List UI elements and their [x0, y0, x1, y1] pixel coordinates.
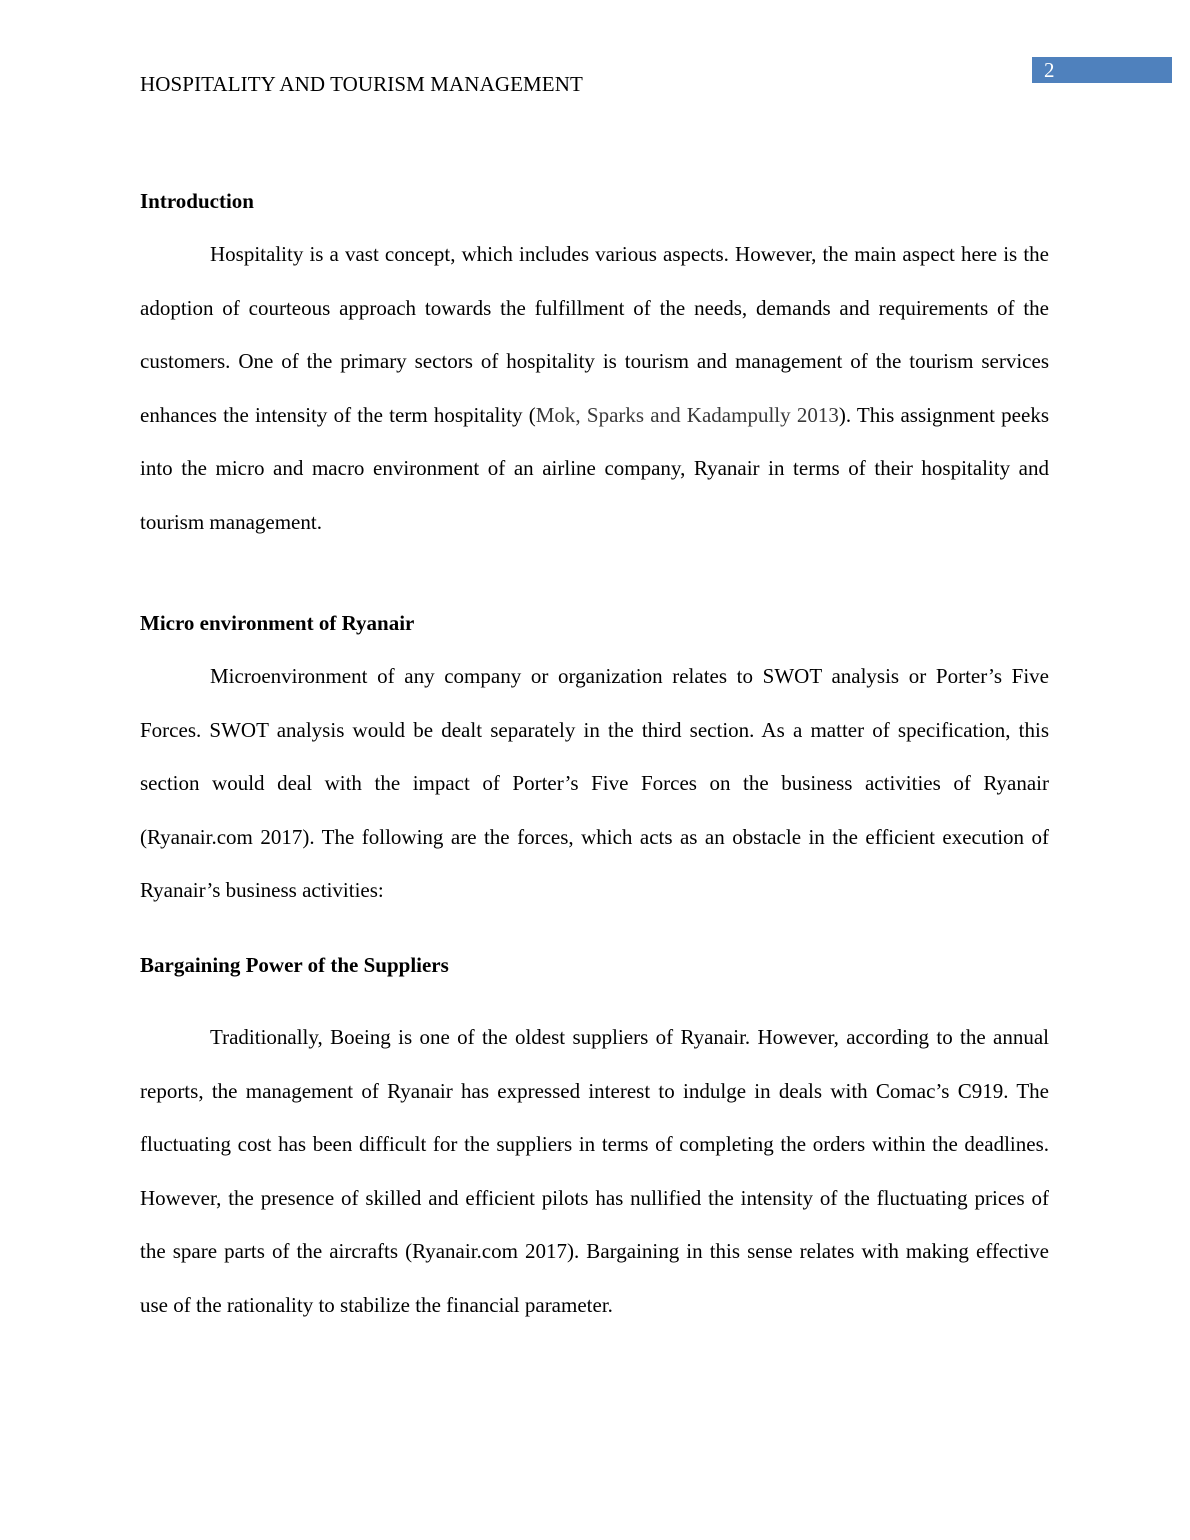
intro-citation: Mok, Sparks and Kadampully 2013: [535, 402, 839, 427]
running-head: HOSPITALITY AND TOURISM MANAGEMENT: [140, 72, 583, 96]
intro-text-after-citation: ). This assignment peeks into the micro and macro environment of an airline company, Ryanair in terms of their hospitality and tourism management.: [140, 402, 1049, 534]
page-number-badge: [1032, 57, 1172, 83]
heading-bargaining-power-suppliers: Bargaining Power of the Suppliers: [140, 953, 449, 977]
intro-text-before-citation: Hospitality is a vast concept, which includes various aspects. However, the main aspect here is the adoption of courteous approach towards the fulfillment of the needs, demands and requirements of the customers. One of the primary sectors of hospitality is tourism and management of the tourism services enhances the intensity of the term hospitality (: [140, 242, 1049, 427]
paragraph-micro-environment: Microenvironment of any company or organization relates to SWOT analysis or Porter’s Five Forces. SWOT analysis would be dealt separately in the third section. As a matter of specification, this section would deal with the impact of Porter’s Five Forces on the business activities of Ryanair (Ryanair.com 2017). The following are the forces, which acts as an obstacle in the efficient execution of Ryanair’s business activities:: [140, 664, 1049, 903]
page-number: 2: [1044, 58, 1055, 82]
paragraph-introduction: [140, 228, 1049, 550]
heading-micro-environment: Micro environment of Ryanair: [140, 611, 415, 635]
paragraph-bargaining-power-suppliers: Traditionally, Boeing is one of the oldest suppliers of Ryanair. However, according to the annual reports, the management of Ryanair has expressed interest to indulge in deals with Comac’s C919. The fluctuating cost has been difficult for the suppliers in terms of completing the orders within the deadlines. However, the presence of skilled and efficient pilots has nullified the intensity of the fluctuating prices of the spare parts of the aircrafts (Ryanair.com 2017). Bargaining in this sense relates with making effective use of the rationality to stabilize the financial parameter.: [140, 1025, 1049, 1317]
heading-introduction: Introduction: [140, 189, 254, 213]
